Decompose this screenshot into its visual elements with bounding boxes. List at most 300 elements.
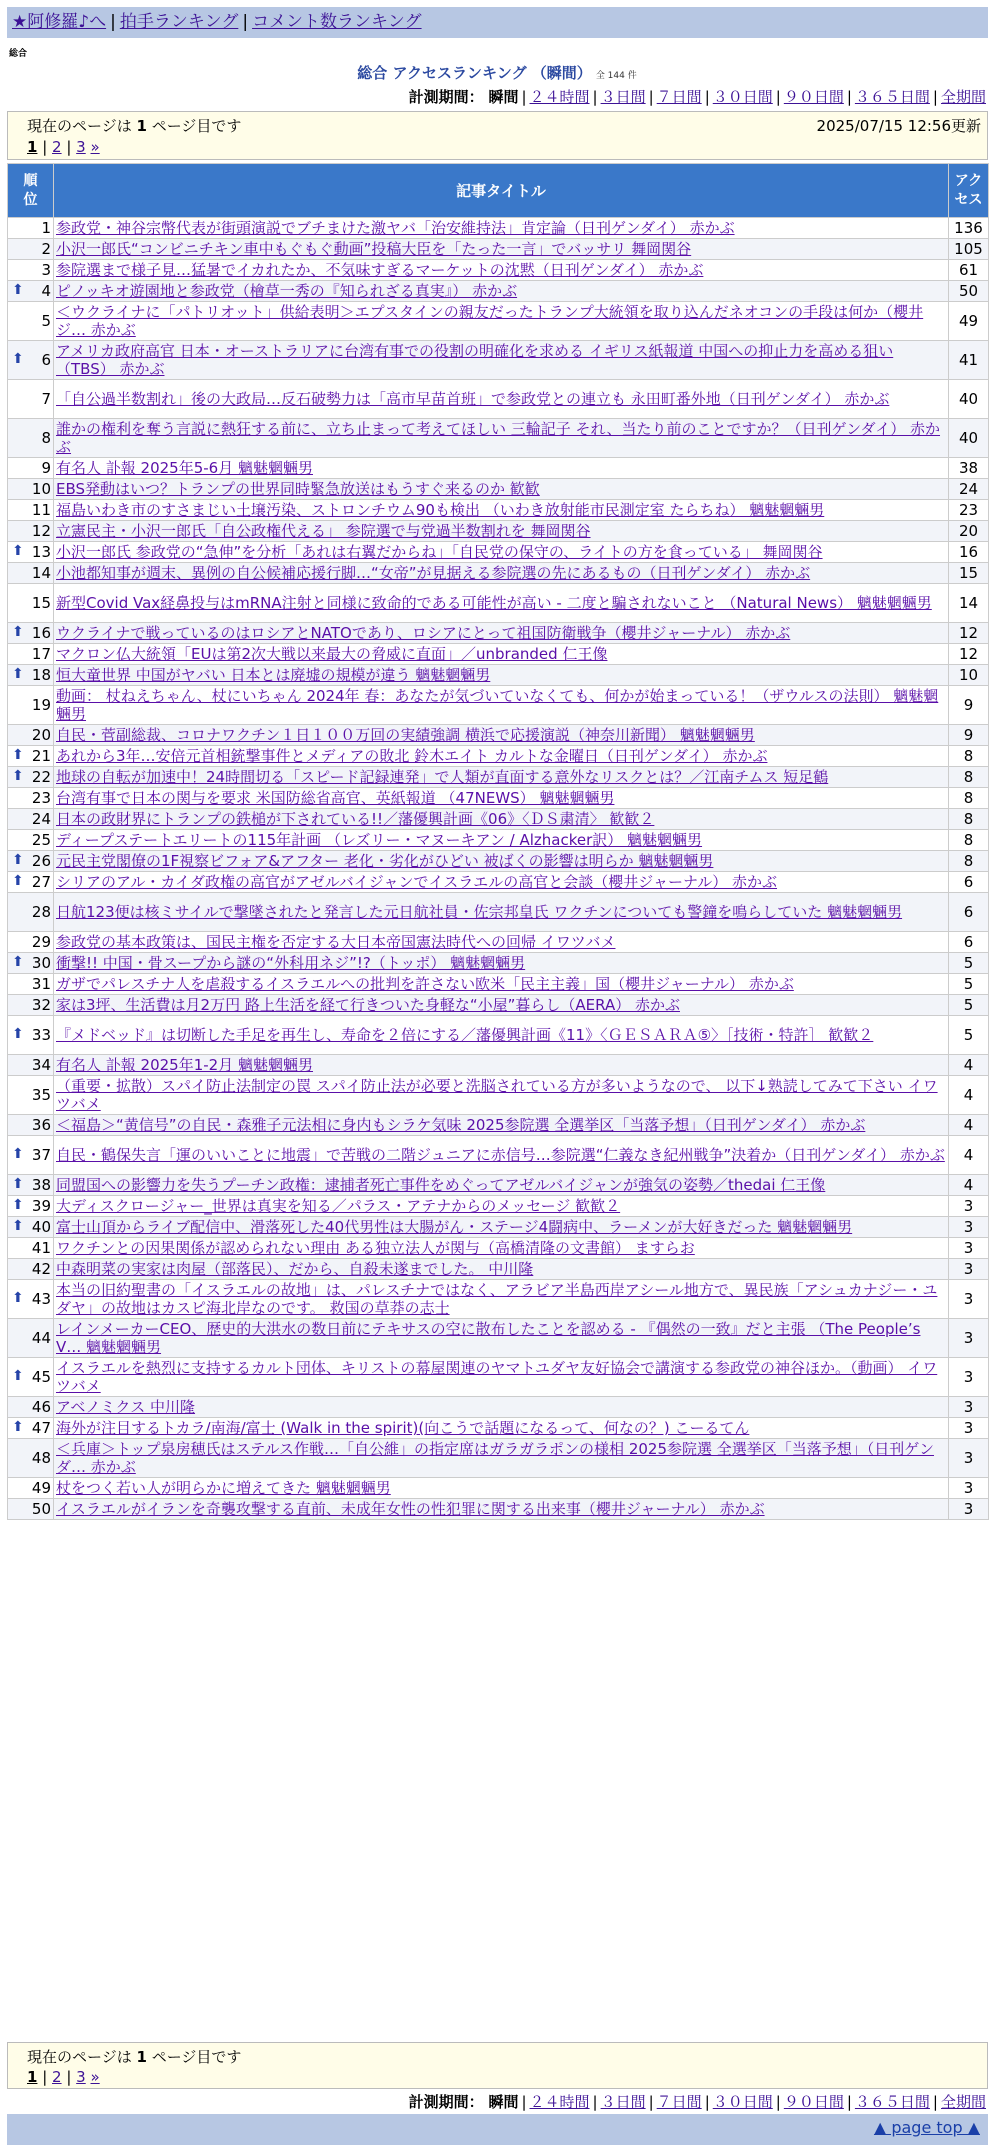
table-row (8, 995, 989, 1016)
table-row (8, 302, 989, 341)
table-row (8, 1478, 989, 1499)
table-row (8, 953, 989, 974)
table-row (8, 1259, 989, 1280)
ranking-table (7, 163, 989, 1520)
rank-number: 39 (31, 1197, 51, 1215)
up-arrow-icon: ⬆ (12, 351, 24, 367)
access-count: 15 (949, 563, 989, 584)
period-separator: | (521, 2093, 527, 2111)
rank-cell (8, 788, 54, 809)
rank-cell (8, 500, 54, 521)
rank-cell (8, 1319, 54, 1358)
pager-page-link[interactable]: 3 (76, 138, 86, 156)
page-top-link[interactable]: ▲ page top ▲ (873, 2118, 980, 2137)
period-separator: | (592, 88, 598, 106)
title-cell (54, 479, 949, 500)
article-link[interactable]: 富士山頂からライブ配信中、滑落死した40代男性は大腸がん・ステージ4闘病中、ラーメンが大好きだった 魑魅魍魎男 (56, 1218, 853, 1236)
rank-number: 23 (31, 789, 51, 807)
title-cell (54, 1136, 949, 1175)
title-cell (54, 563, 949, 584)
rank-cell (8, 830, 54, 851)
up-arrow-icon: ⬆ (12, 624, 24, 640)
title-cell (54, 1115, 949, 1136)
table-row (8, 1439, 989, 1478)
title-cell (54, 1217, 949, 1238)
title-cell (54, 725, 949, 746)
table-row (8, 239, 989, 260)
table-row (8, 830, 989, 851)
period-separator: | (775, 2093, 781, 2111)
rank-number: 17 (31, 645, 51, 663)
rank-cell (8, 341, 54, 380)
title-cell (54, 239, 949, 260)
article-link[interactable]: 日航123便は核ミサイルで撃墜されたと発言した元日航社員・佐宗邦皇氏 ワクチンについても警鐘を鳴らしていた 魑魅魍魎男 (56, 903, 903, 921)
rank-cell (8, 1280, 54, 1319)
article-link[interactable]: （重要・拡散）スパイ防止法制定の罠 スパイ防止法が必要と洗脳されている方が多いようなので、 以下↓熟読してみて下さい イワツバメ (56, 1077, 938, 1113)
article-link[interactable]: ＜兵庫＞トップ泉房穂氏はステルス作戦…「自公維」の指定席はガラガラポンの様相 2025参院選 全選挙区「当落予想」（日刊ゲンダ… 赤かぶ (56, 1440, 934, 1476)
period-link[interactable]: ２４時間 (529, 2093, 590, 2111)
title-cell (54, 767, 949, 788)
rank-number: 24 (31, 810, 51, 828)
article-link[interactable]: 日本の政財界にトランプの鉄槌が下されている!!／藩優興計画《06》〈ＤＳ粛清〉 歓歓２ (56, 810, 655, 828)
article-link[interactable]: 誰かの権利を奪う言説に熱狂する前に、立ち止まって考えてほしい 三輪記子 それ、当たり前のことですか？（日刊ゲンダイ） 赤かぶ (56, 420, 941, 456)
title-cell (54, 893, 949, 932)
article-link[interactable]: 「自公過半数割れ」後の大政局…反石破勢力は「高市早苗首班」で参政党との連立も 永田町番外地（日刊ゲンダイ） 赤かぶ (56, 390, 890, 408)
pager-next-link[interactable]: » (90, 138, 100, 156)
rank-number: 22 (31, 768, 51, 786)
table-row (8, 1076, 989, 1115)
table-row (8, 767, 989, 788)
title-cell (54, 1319, 949, 1358)
rank-number: 35 (31, 1086, 51, 1104)
rank-cell (8, 644, 54, 665)
title-cell (54, 1076, 949, 1115)
title-cell (54, 1016, 949, 1055)
table-row (8, 725, 989, 746)
table-row (8, 1238, 989, 1259)
article-link[interactable]: 自民・鶴保失言「運のいいことに地震」で苦戦の二階ジュニアに赤信号…参院選“仁義なき紀州戦争”決着か（日刊ゲンダイ） 赤かぶ (56, 1146, 945, 1164)
article-link[interactable]: アメリカ政府高官 日本・オーストラリアに台湾有事での役割の明確化を求める イギリス紙報道 中国への抑止力を高める狙い（TBS） 赤かぶ (56, 342, 894, 378)
up-arrow-icon: ⬆ (12, 1419, 24, 1435)
table-row (8, 809, 989, 830)
rank-number: 26 (31, 852, 51, 870)
pager-page-link[interactable]: 2 (52, 2068, 62, 2086)
rank-number: 21 (31, 747, 51, 765)
rank-cell (8, 746, 54, 767)
period-link[interactable]: ３０日間 (712, 88, 773, 106)
rank-number: 13 (31, 543, 51, 561)
rank-number: 32 (31, 996, 51, 1014)
access-count: 3 (949, 1259, 989, 1280)
rank-cell (8, 1055, 54, 1076)
table-row (8, 380, 989, 419)
table-row (8, 584, 989, 623)
rank-number: 41 (31, 1239, 51, 1257)
rank-cell (8, 458, 54, 479)
rank-cell (8, 542, 54, 563)
article-link[interactable]: イスラエルがイランを奇襲攻撃する直前、未成年女性の性犯罪に関する出来事（櫻井ジャーナル） 赤かぶ (56, 1500, 765, 1518)
up-arrow-icon: ⬆ (12, 666, 24, 682)
rank-number: 7 (41, 390, 51, 408)
table-row (8, 563, 989, 584)
rank-number: 48 (31, 1449, 51, 1467)
article-link[interactable]: 元民主党閣僚の1F視察ビフォア&アフター 老化・劣化がひどい 被ばくの影響は明らか 魑魅魍魎男 (56, 852, 714, 870)
table-row (8, 521, 989, 542)
title-cell (54, 419, 949, 458)
article-link[interactable]: 家は3坪、生活費は月2万円 路上生活を経て行きついた身軽な“小屋”暮らし（AERA） 赤かぶ (56, 996, 680, 1014)
article-link[interactable]: 中森明菜の実家は肉屋（部落民）、だから、自殺未遂までした。 中川隆 (56, 1260, 534, 1278)
access-count: 24 (949, 479, 989, 500)
article-link[interactable]: レインメーカーCEO、歴史的大洪水の数日前にテキサスの空に散布したことを認める - 『偶然の一致』だと主張 （The People’s V… 魑魅魍魎男 (56, 1320, 921, 1356)
up-arrow-icon: ⬆ (12, 1146, 24, 1162)
access-count: 3 (949, 1418, 989, 1439)
table-row (8, 281, 989, 302)
table-row (8, 341, 989, 380)
rank-cell (8, 419, 54, 458)
article-link[interactable]: アベノミクス 中川隆 (56, 1398, 196, 1416)
article-link[interactable]: 福島いわき市のすさまじい土壌汚染、ストロンチウム90も検出 （いわき放射能市民測定室 たらちね） 魑魅魍魎男 (56, 501, 825, 519)
rank-number: 14 (31, 564, 51, 582)
article-link[interactable]: ウクライナで戦っているのはロシアとNATOであり、ロシアにとって祖国防衛戦争（櫻井ジャーナル） 赤かぶ (56, 624, 791, 642)
article-link[interactable]: シリアのアル・カイダ政権の高官がアゼルバイジャンでイスラエルの高官と会談（櫻井ジャーナル） 赤かぶ (56, 873, 778, 891)
title-cell (54, 665, 949, 686)
article-link[interactable]: 地球の自転が加速中！24時間切る「スピード記録連発」で人類が直面する意外なリスクとは？／江南チムス 短足鶴 (56, 768, 829, 786)
period-separator: | (648, 2093, 654, 2111)
pager-page-link[interactable]: 3 (76, 2068, 86, 2086)
table-row (8, 1397, 989, 1418)
period-link[interactable]: ７日間 (656, 2093, 702, 2111)
title-cell (54, 1196, 949, 1217)
rank-number: 34 (31, 1056, 51, 1074)
access-count: 6 (949, 893, 989, 932)
rank-number: 3 (41, 261, 51, 279)
access-count: 12 (949, 623, 989, 644)
article-link[interactable]: ＜福島＞“黄信号”の自民・森雅子元法相に身内もシラケ気味 2025参院選 全選挙区「当落予想」（日刊ゲンダイ） 赤かぶ (56, 1116, 866, 1134)
access-count: 12 (949, 644, 989, 665)
title-cell (54, 380, 949, 419)
up-arrow-icon: ⬆ (12, 873, 24, 889)
rank-number: 20 (31, 726, 51, 744)
up-arrow-icon: ⬆ (12, 1176, 24, 1192)
article-link[interactable]: ピノッキオ遊園地と参政党（檜草一秀の『知られざる真実』） 赤かぶ (56, 282, 518, 300)
title-cell (54, 1478, 949, 1499)
comment-ranking-link[interactable]: コメント数ランキング (252, 12, 422, 32)
period-separator: | (775, 88, 781, 106)
title-cell (54, 500, 949, 521)
rank-number: 5 (41, 312, 51, 330)
period-link[interactable]: ９０日間 (783, 88, 844, 106)
table-row (8, 1196, 989, 1217)
period-separator: | (704, 88, 710, 106)
article-link[interactable]: 新型Covid Vax経鼻投与はmRNA注射と同様に致命的である可能性が高い - 二度と騙されないこと （Natural News） 魑魅魍魎男 (56, 594, 932, 612)
article-link[interactable]: ディープステートエリートの115年計画 （レズリー・マヌーキアン / Alzhacker訳） 魑魅魍魎男 (56, 831, 703, 849)
rank-number: 47 (31, 1419, 51, 1437)
article-link[interactable]: 立憲民主・小沢一郎氏「自公政権代える」 参院選で与党過半数割れを 舞岡関谷 (56, 522, 591, 540)
article-link[interactable]: 自民・菅副総裁、コロナワクチン１日１００万回の実績強調 横浜で応援演説（神奈川新聞） 魑魅魍魎男 (56, 726, 755, 744)
title-cell (54, 932, 949, 953)
table-row (8, 932, 989, 953)
table-row (8, 665, 989, 686)
rank-cell (8, 932, 54, 953)
article-link[interactable]: 小池都知事が週末、異例の自公候補応援行脚…“女帝”が見据える参院選の先にあるもの（日刊ゲンダイ） 赤かぶ (56, 564, 811, 582)
table-row (8, 1136, 989, 1175)
table-row (8, 419, 989, 458)
current-page-text: 現在のページは 1 ページ目です (27, 2048, 242, 2066)
table-row (8, 851, 989, 872)
rank-cell (8, 851, 54, 872)
title-cell (54, 953, 949, 974)
header-access: アク セス (949, 164, 989, 218)
title-cell (54, 851, 949, 872)
access-count: 5 (949, 974, 989, 995)
up-arrow-icon: ⬆ (12, 1218, 24, 1234)
title-cell (54, 623, 949, 644)
article-link[interactable]: イスラエルを熱烈に支持するカルト団体、キリストの幕屋関連のヤマトユダヤ友好協会で講演する参政党の神谷ほか。（動画） イワツバメ (56, 1359, 938, 1395)
title-cell (54, 1175, 949, 1196)
article-link[interactable]: 参政党・神谷宗幣代表が街頭演説でブチまけた激ヤバ「治安維持法」肯定論（日刊ゲンダイ） 赤かぶ (56, 219, 735, 237)
access-count: 5 (949, 995, 989, 1016)
pager-next-link[interactable]: » (90, 2068, 100, 2086)
access-count: 3 (949, 1358, 989, 1397)
period-link[interactable]: ３日間 (600, 88, 646, 106)
article-link[interactable]: 杖をつく若い人が明らかに増えてきた 魑魅魍魎男 (56, 1479, 391, 1497)
access-count: 3 (949, 1217, 989, 1238)
rank-number: 40 (31, 1218, 51, 1236)
rank-number: 15 (31, 594, 51, 612)
table-row (8, 893, 989, 932)
up-arrow-icon: ⬆ (12, 1026, 24, 1042)
article-link[interactable]: 参院選まで様子見…猛暑でイカれたか、不気味すぎるマーケットの沈黙（日刊ゲンダイ） 赤かぶ (56, 261, 704, 279)
access-count: 3 (949, 1499, 989, 1520)
title-cell (54, 746, 949, 767)
nav-separator: | (242, 12, 249, 32)
title-cell (54, 302, 949, 341)
up-arrow-icon: ⬆ (12, 1290, 24, 1306)
rank-number: 42 (31, 1260, 51, 1278)
article-link[interactable]: 有名人 訃報 2025年5-6月 魑魅魍魎男 (56, 459, 313, 477)
access-count: 8 (949, 788, 989, 809)
pager-page-link[interactable]: 2 (52, 138, 62, 156)
article-link[interactable]: 海外が注目するトカラ/南海/富士 (Walk in the spirit)(向こうで話題になるって、何なの？) こーるてん (56, 1419, 750, 1437)
rank-cell (8, 1115, 54, 1136)
access-count: 4 (949, 1055, 989, 1076)
access-count: 3 (949, 1280, 989, 1319)
rank-cell (8, 1358, 54, 1397)
article-link[interactable]: 本当の旧約聖書の「イスラエルの故地」は、パレスチナではなく、アラビア半島西岸アシール地方で、異民族「アシュカナジー・ユダヤ」の故地はカスピ海北岸なのです。 救国の草莽の志士 (56, 1281, 938, 1317)
rank-number: 36 (31, 1116, 51, 1134)
pager-current-page: 1 (27, 138, 38, 156)
article-link[interactable]: 大ディスクロージャー_世界は真実を知る／パラス・アテナからのメッセージ 歓歓２ (56, 1197, 621, 1215)
period-link[interactable]: ３６５日間 (854, 88, 930, 106)
pager-bottom: 1 | 2 | 3 » (27, 2068, 100, 2086)
access-count: 3 (949, 1397, 989, 1418)
rank-number: 46 (31, 1398, 51, 1416)
article-link[interactable]: EBS発動はいつ？トランプの世界同時緊急放送はもうすぐ来るのか 歓歓 (56, 480, 540, 498)
period-selector-bottom (409, 2091, 986, 2112)
rank-cell (8, 623, 54, 644)
clap-ranking-link[interactable]: 拍手ランキング (119, 12, 239, 32)
rank-cell (8, 1259, 54, 1280)
rank-cell (8, 1196, 54, 1217)
period-current: 瞬間 (488, 2093, 519, 2111)
period-link[interactable]: 全期間 (940, 88, 986, 106)
rank-number: 49 (31, 1479, 51, 1497)
rank-cell (8, 1076, 54, 1115)
period-separator: | (846, 2093, 852, 2111)
access-count: 5 (949, 1016, 989, 1055)
rank-cell (8, 767, 54, 788)
footer-bar (7, 2114, 988, 2145)
article-link[interactable]: 有名人 訃報 2025年1-2月 魑魅魍魎男 (56, 1056, 313, 1074)
rank-cell (8, 893, 54, 932)
access-count: 8 (949, 809, 989, 830)
rank-number: 50 (31, 1500, 51, 1518)
up-arrow-icon: ⬆ (12, 282, 24, 298)
article-link[interactable]: 参政党の基本政策は、国民主権を否定する大日本帝国憲法時代への回帰 イワツバメ (56, 933, 616, 951)
rank-cell (8, 1016, 54, 1055)
up-arrow-icon: ⬆ (12, 954, 24, 970)
title-cell (54, 1358, 949, 1397)
rank-number: 27 (31, 873, 51, 891)
article-link[interactable]: 同盟国への影響力を失うプーチン政権：逮捕者死亡事件をめぐってアゼルバイジャンが強気の姿勢／thedai 仁王像 (56, 1176, 826, 1194)
title-cell (54, 872, 949, 893)
period-separator: | (648, 88, 654, 106)
table-row (8, 1319, 989, 1358)
rank-number: 38 (31, 1176, 51, 1194)
access-count: 5 (949, 953, 989, 974)
access-count: 9 (949, 725, 989, 746)
nav-separator: | (110, 12, 116, 32)
table-row (8, 1016, 989, 1055)
period-link[interactable]: 全期間 (940, 2093, 986, 2111)
rank-number: 29 (31, 933, 51, 951)
access-count: 4 (949, 1115, 989, 1136)
article-link[interactable]: 台湾有事で日本の関与を要求 米国防総省高官、英紙報道 （47NEWS） 魑魅魍魎男 (56, 789, 615, 807)
period-link[interactable]: ７日間 (656, 88, 702, 106)
up-arrow-icon: ⬆ (12, 543, 24, 559)
access-count: 9 (949, 686, 989, 725)
current-page-text: 現在のページは 1 ページ目です (27, 117, 242, 135)
period-link[interactable]: ９０日間 (783, 2093, 844, 2111)
access-count: 6 (949, 872, 989, 893)
page-info-top (7, 111, 988, 160)
access-count: 49 (949, 302, 989, 341)
title-cell (54, 458, 949, 479)
category-label: 総合 (9, 49, 28, 59)
access-count: 8 (949, 830, 989, 851)
period-separator: | (846, 88, 852, 106)
access-count: 8 (949, 746, 989, 767)
period-link[interactable]: ３６５日間 (854, 2093, 930, 2111)
rank-number: 44 (31, 1329, 51, 1347)
rank-cell (8, 521, 54, 542)
title-cell (54, 1280, 949, 1319)
access-count: 16 (949, 542, 989, 563)
rank-cell (8, 1397, 54, 1418)
rank-cell (8, 584, 54, 623)
pager-current-page: 1 (27, 2068, 38, 2086)
ranking-title (0, 62, 994, 83)
rank-number: 31 (31, 975, 51, 993)
rank-cell (8, 725, 54, 746)
access-count: 38 (949, 458, 989, 479)
table-row (8, 788, 989, 809)
period-link[interactable]: ３日間 (600, 2093, 646, 2111)
article-link[interactable]: ガザでパレスチナ人を虐殺するイスラエルへの批判を許さない欧米「民主主義」国（櫻井ジャーナル） 赤かぶ (56, 975, 794, 993)
rank-number: 33 (31, 1026, 51, 1044)
table-row (8, 1115, 989, 1136)
period-separator: | (521, 88, 527, 106)
title-cell (54, 1499, 949, 1520)
table-row (8, 1055, 989, 1076)
rank-cell (8, 809, 54, 830)
article-link[interactable]: 小沢一郎氏“コンビニチキン車中もぐもぐ動画”投稿大臣を「たった一言」でバッサリ 舞岡関谷 (56, 240, 692, 258)
access-count: 61 (949, 260, 989, 281)
title-cell (54, 1238, 949, 1259)
access-count: 3 (949, 1238, 989, 1259)
rank-cell (8, 995, 54, 1016)
article-link[interactable]: 衝撃!! 中国・骨スープから謎の“外科用ネジ”!?（トッポ） 魑魅魍魎男 (56, 954, 526, 972)
title-cell (54, 686, 949, 725)
rank-cell (8, 1439, 54, 1478)
period-link[interactable]: ２４時間 (529, 88, 590, 106)
article-link[interactable]: あれから3年…安倍元首相銃撃事件とメディアの敗北 鈴木エイト カルトな金曜日（日刊ゲンダイ） 赤かぶ (56, 747, 768, 765)
table-row (8, 1418, 989, 1439)
access-count: 3 (949, 1478, 989, 1499)
title-cell (54, 1397, 949, 1418)
rank-cell (8, 563, 54, 584)
title-cell (54, 1259, 949, 1280)
access-count: 8 (949, 767, 989, 788)
page-info-bottom (7, 2042, 988, 2089)
article-link[interactable]: ＜ウクライナに「パトリオット」供給表明＞エプスタインの親友だったトランプ大統領を取り込んだネオコンの手段は何か（櫻井ジ… 赤かぶ (56, 303, 924, 339)
article-link[interactable]: ワクチンとの因果関係が認められない理由 ある独立法人が関与（高橋清隆の文書館） ますらお (56, 1239, 695, 1257)
rank-cell (8, 686, 54, 725)
access-count: 41 (949, 341, 989, 380)
rank-cell (8, 260, 54, 281)
rank-number: 9 (41, 459, 51, 477)
article-link[interactable]: 『メドベッド』は切断した手足を再生し、寿命を２倍にする／藩優興計画《11》〈ＧＥＳＡＲＡ⑤〉［技術・特許］ 歓歓２ (56, 1026, 874, 1044)
access-count: 3 (949, 1319, 989, 1358)
access-count: 4 (949, 1136, 989, 1175)
table-row (8, 260, 989, 281)
rank-cell (8, 479, 54, 500)
up-arrow-icon: ⬆ (12, 1368, 24, 1384)
period-label: 計測期間： (408, 2093, 484, 2111)
article-link[interactable]: 小沢一郎氏 参政党の“急伸”を分析「あれは右翼だからね」「自民党の保守の、ライトの方を食っている」 舞岡関谷 (56, 543, 823, 561)
title-cell (54, 341, 949, 380)
rank-number: 19 (31, 696, 51, 714)
access-count: 40 (949, 419, 989, 458)
table-row (8, 686, 989, 725)
rank-cell (8, 281, 54, 302)
rank-cell (8, 1175, 54, 1196)
article-link[interactable]: 動画： 杖ねえちゃん、杖にいちゃん 2024年 春：あなたが気づいていなくても、何かが始まっている！（ザウルスの法則） 魑魅魍魎男 (56, 687, 939, 723)
access-count: 136 (949, 218, 989, 239)
table-row (8, 872, 989, 893)
access-count: 10 (949, 665, 989, 686)
article-link[interactable]: 恒大童世界 中国がヤバい 日本とは廃墟の規模が違う 魑魅魍魎男 (56, 666, 491, 684)
access-count: 14 (949, 584, 989, 623)
home-link[interactable]: ★阿修羅♪へ (12, 12, 107, 32)
up-arrow-icon: ⬆ (12, 747, 24, 763)
up-arrow-icon: ⬆ (12, 768, 24, 784)
access-count: 8 (949, 851, 989, 872)
access-count: 23 (949, 500, 989, 521)
article-link[interactable]: マクロン仏大統領「EUは第2次大戦以来最大の脅威に直面」／unbranded 仁王像 (56, 645, 608, 663)
pager-top: 1 | 2 | 3 » (27, 138, 100, 156)
period-link[interactable]: ３０日間 (712, 2093, 773, 2111)
